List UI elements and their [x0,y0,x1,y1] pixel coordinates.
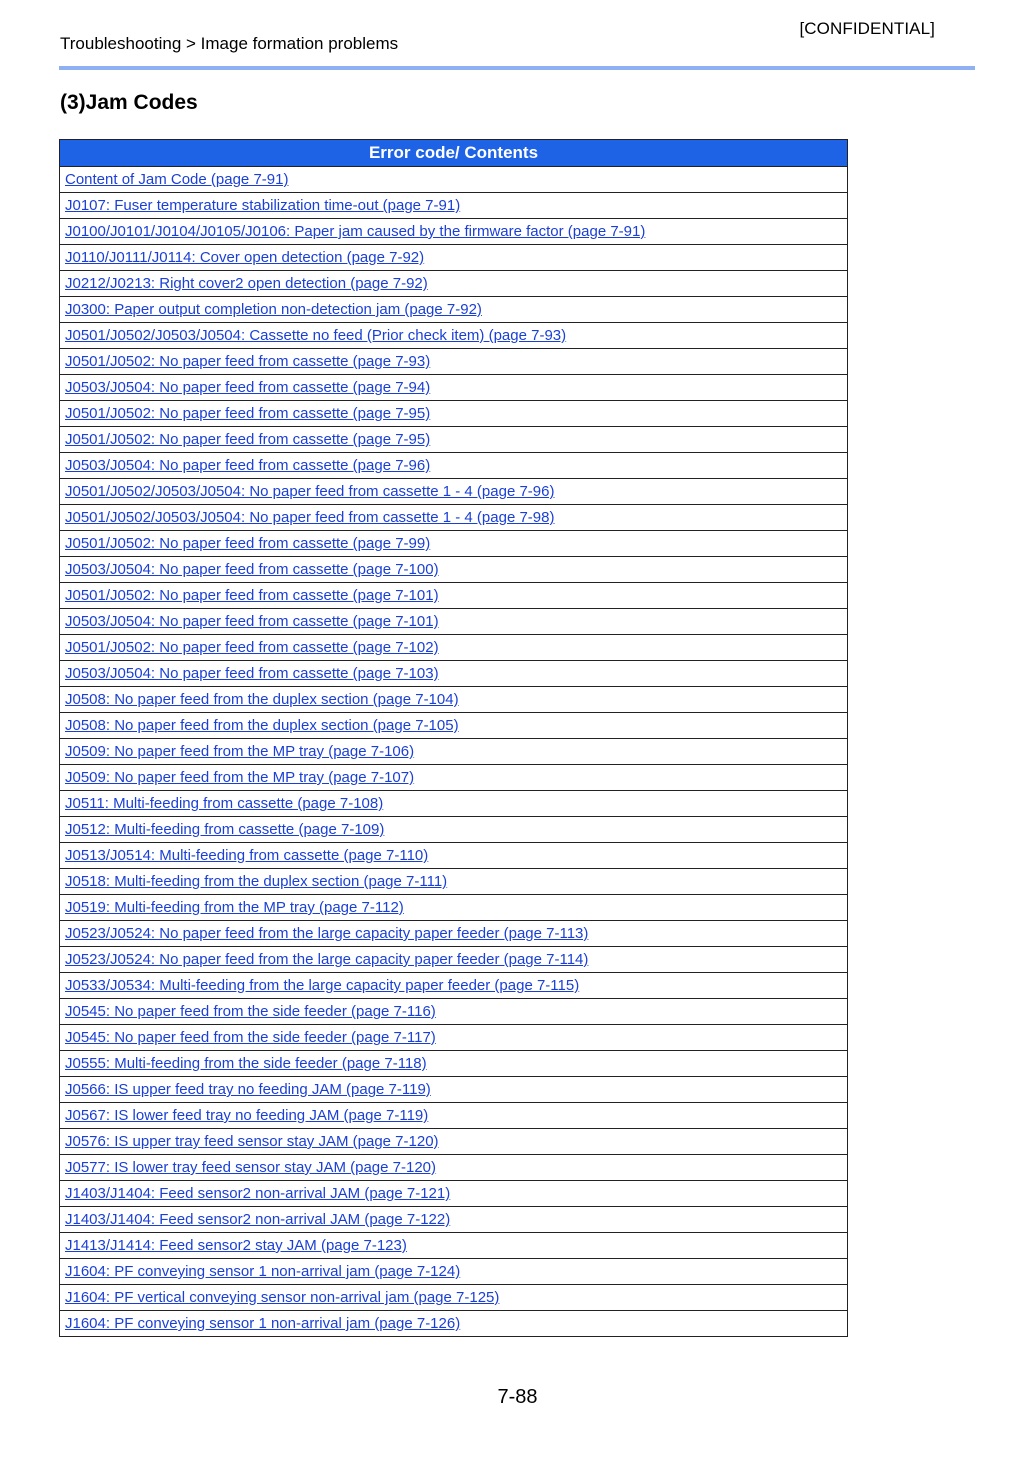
breadcrumb: Troubleshooting > Image formation problems [60,34,399,53]
page-number: 7-88 [497,1386,538,1408]
jam-code-link[interactable]: J0523/J0524: No paper feed from the large capacity paper feeder (page 7-114) [65,951,589,968]
jam-code-link[interactable]: J1604: PF conveying sensor 1 non-arrival jam (page 7-126) [65,1315,461,1332]
table-cell [60,375,848,401]
table-row [60,661,848,687]
table-cell [60,427,848,453]
table-cell [60,1103,848,1129]
table-row [60,843,848,869]
table-cell [60,1207,848,1233]
table-cell [60,349,848,375]
table-row [60,297,848,323]
table-cell [60,271,848,297]
table-cell [60,791,848,817]
table-row [60,869,848,895]
table-cell [60,973,848,999]
table-cell [60,531,848,557]
jam-code-link[interactable]: J0555: Multi-feeding from the side feeder (page 7-118) [65,1055,427,1072]
table-row [60,219,848,245]
jam-code-link[interactable]: J0545: No paper feed from the side feeder (page 7-117) [65,1029,436,1046]
header-divider [59,66,975,70]
table-row [60,401,848,427]
jam-code-link[interactable]: J0509: No paper feed from the MP tray (page 7-107) [65,769,415,786]
table-cell [60,219,848,245]
table-row [60,817,848,843]
table-cell [60,635,848,661]
table-cell [60,609,848,635]
table-cell [60,557,848,583]
table-cell [60,167,848,193]
table-row [60,583,848,609]
jam-code-link[interactable]: J0576: IS upper tray feed sensor stay JAM (page 7-120) [65,1133,439,1150]
jam-code-link[interactable]: J0300: Paper output completion non-detection jam (page 7-92) [65,301,482,318]
jam-code-link[interactable]: J0107: Fuser temperature stabilization time-out (page 7-91) [65,197,461,214]
jam-code-link[interactable]: J0508: No paper feed from the duplex section (page 7-105) [65,717,459,734]
jam-code-link[interactable]: J0501/J0502/J0503/J0504: Cassette no feed (Prior check item) (page 7-93) [65,327,567,344]
jam-code-link[interactable]: J1604: PF vertical conveying sensor non-arrival jam (page 7-125) [65,1289,500,1306]
table-row [60,1129,848,1155]
table-row [60,531,848,557]
table-row [60,453,848,479]
jam-code-link[interactable]: J0511: Multi-feeding from cassette (page 7-108) [65,795,384,812]
table-row [60,193,848,219]
jam-code-link[interactable]: J0501/J0502: No paper feed from cassette (page 7-99) [65,535,431,552]
table-row [60,999,848,1025]
table-cell [60,869,848,895]
table-cell [60,1311,848,1337]
table-row [60,1181,848,1207]
table-row [60,1233,848,1259]
table-row [60,1311,848,1337]
table-row [60,557,848,583]
table-row [60,609,848,635]
table-cell [60,1077,848,1103]
table-row [60,505,848,531]
table-row [60,687,848,713]
jam-code-link[interactable]: J0512: Multi-feeding from cassette (page 7-109) [65,821,385,838]
jam-code-link[interactable]: J0503/J0504: No paper feed from cassette (page 7-103) [65,665,439,682]
jam-code-link[interactable]: J0513/J0514: Multi-feeding from cassette (page 7-110) [65,847,429,864]
table-cell [60,1025,848,1051]
table-row [60,765,848,791]
table-header-row [60,140,848,167]
jam-code-link[interactable]: J1403/J1404: Feed sensor2 non-arrival JAM (page 7-122) [65,1211,451,1228]
jam-code-link[interactable]: J0577: IS lower tray feed sensor stay JAM (page 7-120) [65,1159,437,1176]
table-cell [60,583,848,609]
table-row [60,1259,848,1285]
table-row [60,713,848,739]
table-row [60,791,848,817]
table-cell [60,193,848,219]
table-cell [60,843,848,869]
table-cell [60,895,848,921]
table-cell [60,323,848,349]
table-row [60,349,848,375]
table-body [60,167,848,1337]
table-cell [60,921,848,947]
table-row [60,479,848,505]
table-row [60,1207,848,1233]
table-row [60,1077,848,1103]
table-cell [60,1259,848,1285]
table-cell [60,999,848,1025]
table-cell [60,1129,848,1155]
jam-code-link[interactable]: J0501/J0502/J0503/J0504: No paper feed from cassette 1 - 4 (page 7-98) [65,509,555,526]
table-row [60,973,848,999]
jam-code-link[interactable]: J1413/J1414: Feed sensor2 stay JAM (page 7-123) [65,1237,407,1254]
jam-code-link[interactable]: J0508: No paper feed from the duplex section (page 7-104) [65,691,459,708]
jam-code-link[interactable]: J0501/J0502: No paper feed from cassette (page 7-95) [65,431,431,448]
table-header-cell: Error code/ Contents [60,140,848,167]
table-row [60,895,848,921]
table-row [60,739,848,765]
table-row [60,921,848,947]
jam-code-link[interactable]: J1403/J1404: Feed sensor2 non-arrival JAM (page 7-121) [65,1185,451,1202]
table-row [60,427,848,453]
jam-code-link[interactable]: J0501/J0502: No paper feed from cassette (page 7-93) [65,353,431,370]
table-cell [60,1233,848,1259]
jam-code-link[interactable]: Content of Jam Code (page 7-91) [65,171,289,188]
jam-code-link[interactable]: J0503/J0504: No paper feed from cassette (page 7-94) [65,379,431,396]
table-cell [60,297,848,323]
section-title: (3)Jam Codes [60,91,198,114]
confidential-label: [CONFIDENTIAL] [799,19,935,38]
table-cell [60,479,848,505]
table-cell [60,739,848,765]
table-cell [60,713,848,739]
table-row [60,245,848,271]
jam-code-table [59,139,848,1337]
table-cell [60,453,848,479]
jam-code-link[interactable]: J0503/J0504: No paper feed from cassette (page 7-96) [65,457,431,474]
table-row [60,323,848,349]
table-cell [60,1051,848,1077]
jam-code-link[interactable]: J0533/J0534: Multi-feeding from the large capacity paper feeder (page 7-115) [65,977,580,994]
jam-code-link[interactable]: J0523/J0524: No paper feed from the large capacity paper feeder (page 7-113) [65,925,589,942]
table-row [60,1285,848,1311]
jam-code-link[interactable]: J0501/J0502: No paper feed from cassette (page 7-102) [65,639,439,656]
table-row [60,947,848,973]
table-row [60,635,848,661]
jam-code-link[interactable]: J0509: No paper feed from the MP tray (page 7-106) [65,743,415,760]
jam-code-link[interactable]: J0519: Multi-feeding from the MP tray (page 7-112) [65,899,404,916]
table-row [60,1103,848,1129]
jam-code-link[interactable]: J0566: IS upper feed tray no feeding JAM (page 7-119) [65,1081,431,1098]
jam-code-link[interactable]: J0567: IS lower feed tray no feeding JAM (page 7-119) [65,1107,429,1124]
jam-code-link[interactable]: J0501/J0502: No paper feed from cassette (page 7-101) [65,587,439,604]
table-cell [60,661,848,687]
jam-code-link[interactable]: J0100/J0101/J0104/J0105/J0106: Paper jam caused by the firmware factor (page 7-91) [65,223,646,240]
table-cell [60,401,848,427]
table-cell [60,1155,848,1181]
table-cell [60,687,848,713]
table-row [60,1051,848,1077]
table-row [60,271,848,297]
jam-code-link[interactable]: J0501/J0502: No paper feed from cassette (page 7-95) [65,405,431,422]
table-cell [60,947,848,973]
jam-code-link[interactable]: J1604: PF conveying sensor 1 non-arrival jam (page 7-124) [65,1263,461,1280]
table-cell [60,817,848,843]
table-row [60,1025,848,1051]
table-row [60,375,848,401]
table-cell [60,1181,848,1207]
table-row [60,1155,848,1181]
jam-code-link[interactable]: J0110/J0111/J0114: Cover open detection (page 7-92) [65,249,425,266]
jam-code-link[interactable]: J0545: No paper feed from the side feeder (page 7-116) [65,1003,436,1020]
jam-code-link[interactable]: J0501/J0502/J0503/J0504: No paper feed from cassette 1 - 4 (page 7-96) [65,483,555,500]
jam-code-link[interactable]: J0518: Multi-feeding from the duplex section (page 7-111) [65,873,448,890]
table-cell [60,245,848,271]
table-row [60,167,848,193]
jam-code-link[interactable]: J0503/J0504: No paper feed from cassette (page 7-100) [65,561,439,578]
table-cell [60,765,848,791]
table-cell [60,1285,848,1311]
jam-code-link[interactable]: J0503/J0504: No paper feed from cassette (page 7-101) [65,613,439,630]
jam-code-link[interactable]: J0212/J0213: Right cover2 open detection (page 7-92) [65,275,428,292]
table-cell [60,505,848,531]
